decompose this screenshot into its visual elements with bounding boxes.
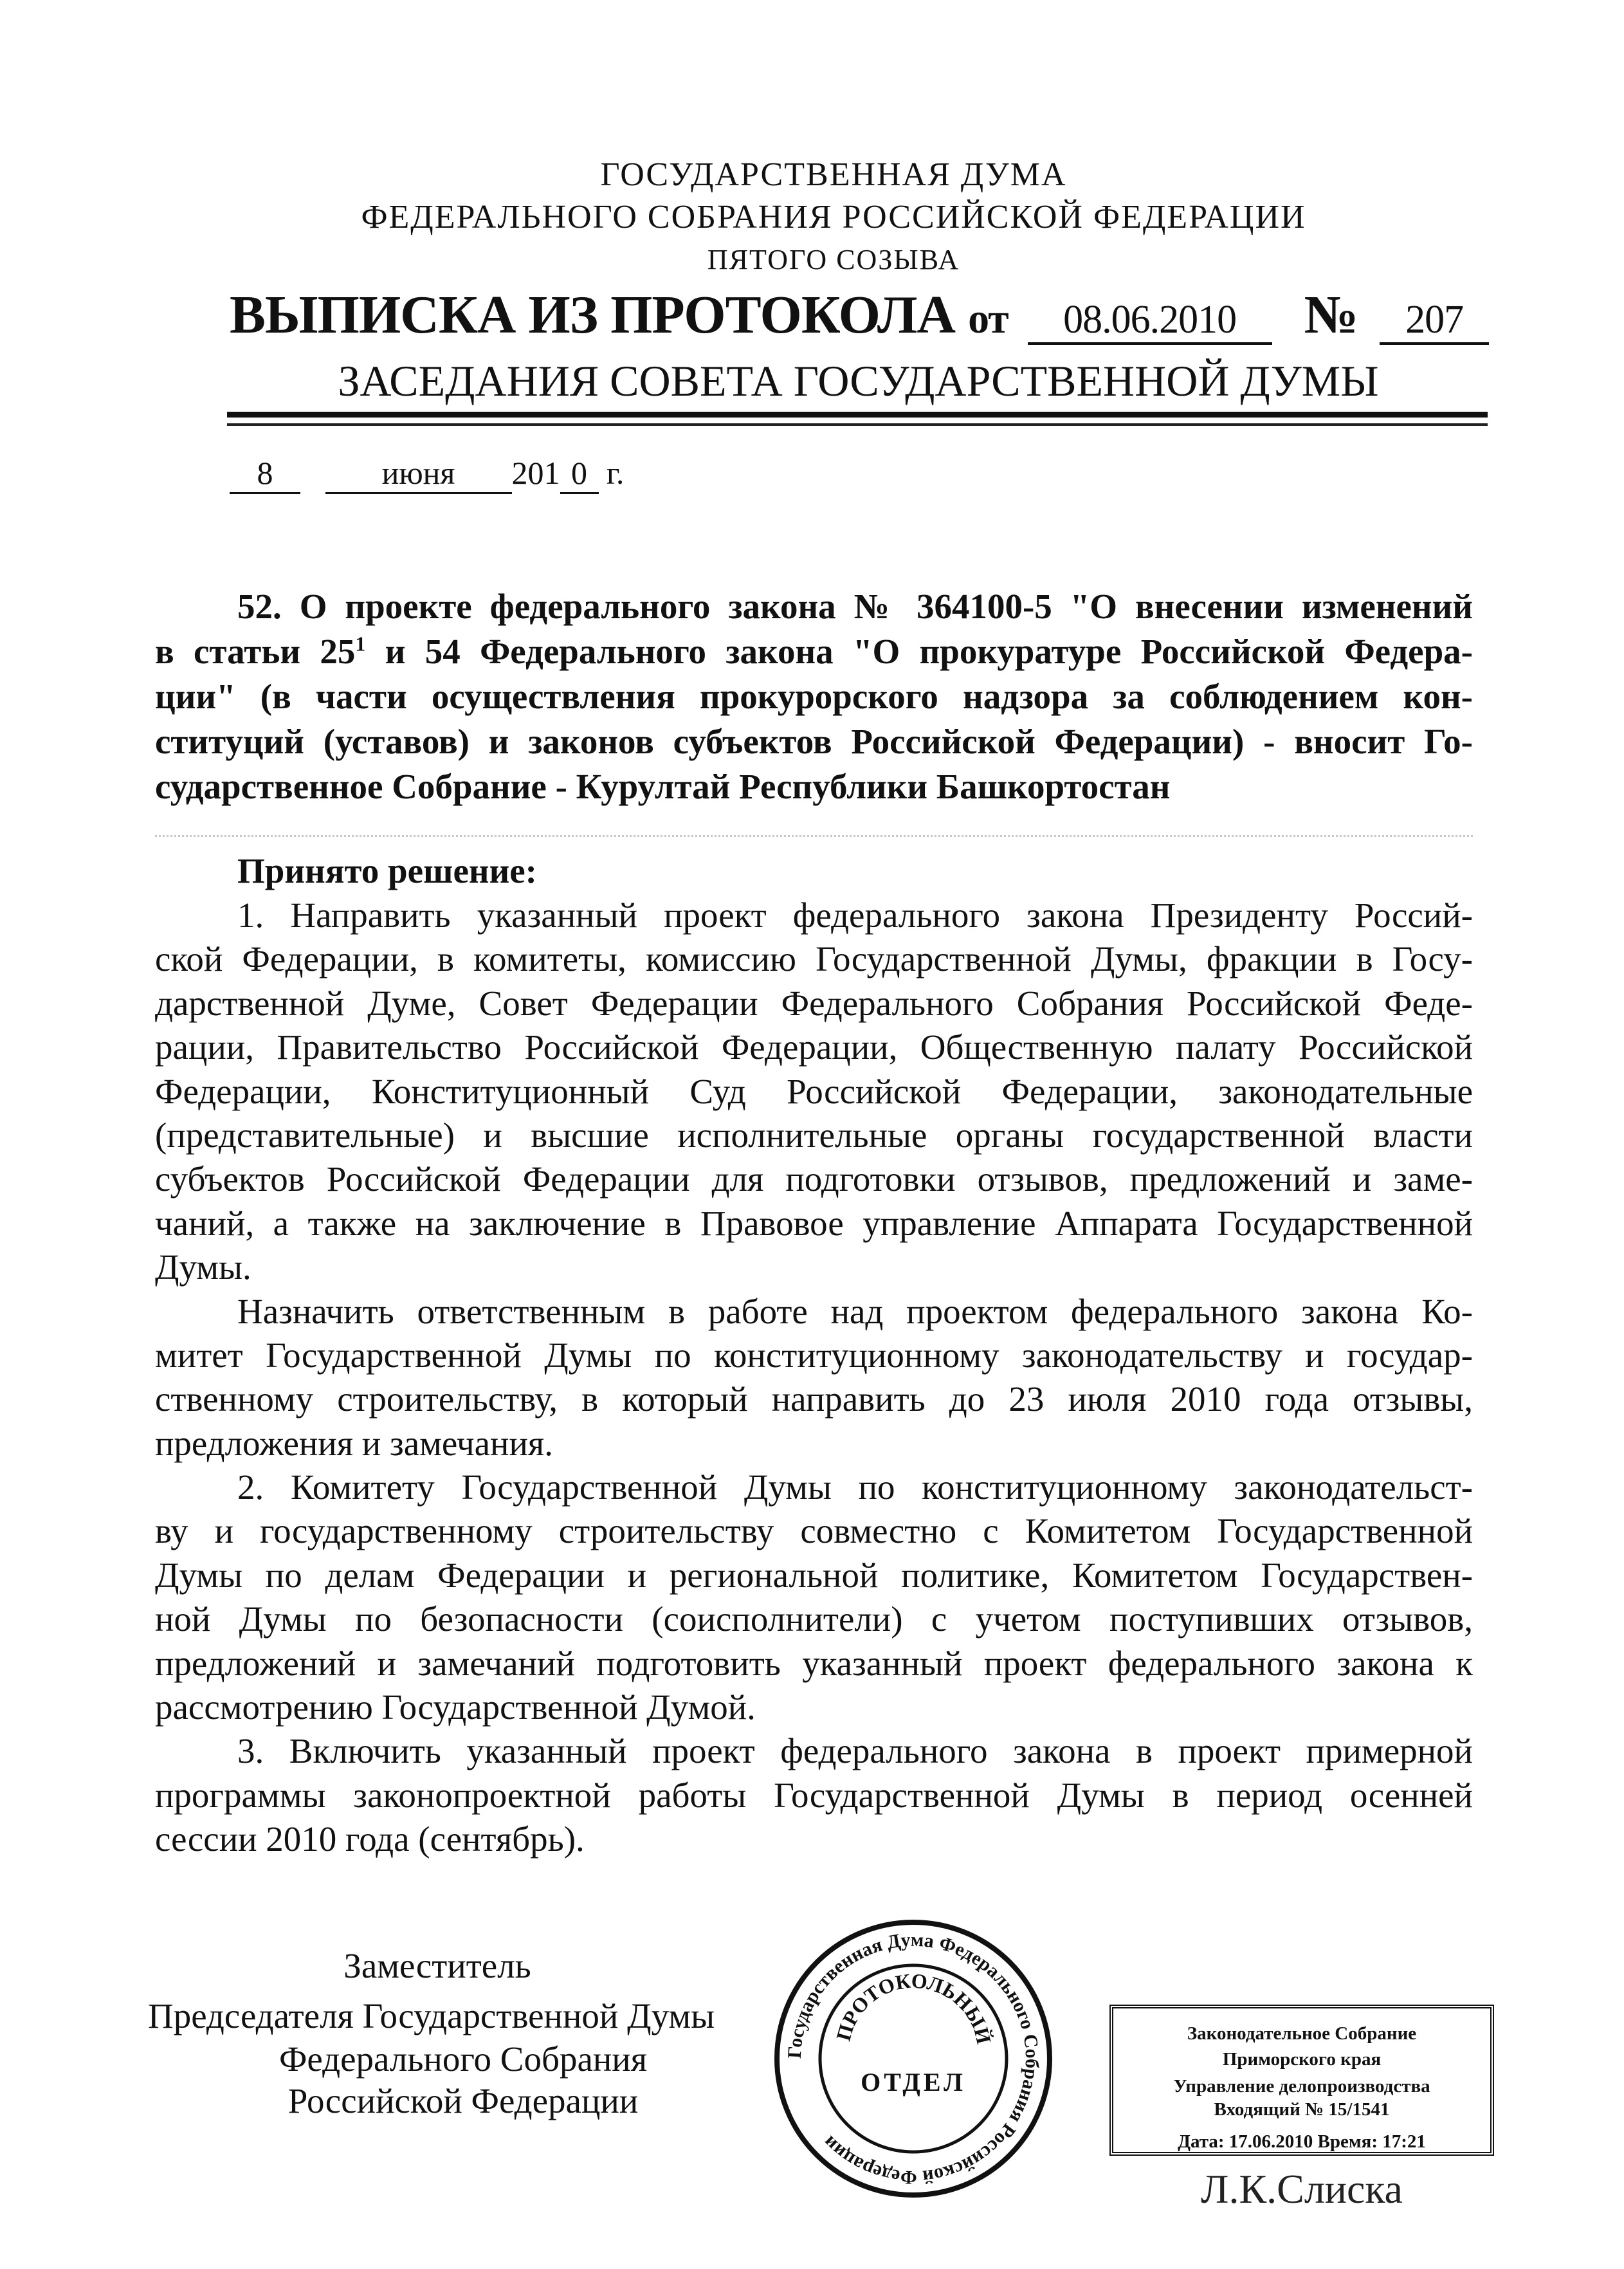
signer-title-2: Председателя Государственной Думы <box>148 1996 715 2035</box>
paragraph-line: предложений и замечаний подготовить указанный проект федерального закона к <box>155 1643 1473 1683</box>
title-from: от <box>968 295 1008 342</box>
box-line: Управление делопроизводства <box>1173 2076 1430 2097</box>
paragraph-line: Назначить ответственным в работе над проектом федерального закона Ко- <box>237 1291 1473 1331</box>
document-subtitle: ЗАСЕДАНИЯ СОВЕТА ГОСУДАРСТВЕННОЙ ДУМЫ <box>338 356 1379 405</box>
item52-text: и 54 Федерального закона "О прокуратуре Российской Федера- <box>365 632 1473 671</box>
paragraph-line: рации, Правительство Российской Федерации, Общественную палату Российской <box>155 1027 1473 1067</box>
agenda-item-52 <box>155 584 1473 809</box>
signer-title-1: Заместитель <box>343 1946 531 1985</box>
registration-stamp-box <box>1109 2005 1494 2156</box>
item52-line: 52. О проекте федерального закона № 364100-5 "О внесении изменений <box>237 587 1473 626</box>
box-line: Дата: 17.06.2010 Время: 17:21 <box>1178 2131 1426 2152</box>
paragraph-line: ной Думы по безопасности (соисполнители) с учетом поступивших отзывов, <box>155 1599 1473 1639</box>
date-g: г. <box>607 455 625 491</box>
item52-line <box>155 629 1473 674</box>
paragraph-line: чаний, а также на заключение в Правовое управление Аппарата Государственной <box>155 1203 1473 1243</box>
seal-inner-ring <box>820 1965 1007 2152</box>
date-year-prefix: 201 <box>511 455 560 491</box>
date-day: 8 <box>230 454 300 494</box>
document-title <box>230 283 1464 351</box>
paragraph-line: дарственной Думе, Совет Федерации Федерального Собрания Российской Феде- <box>155 983 1473 1023</box>
paragraph-line: (представительные) и высшие исполнительные органы государственной власти <box>155 1115 1473 1155</box>
box-line: Приморского края <box>1222 2049 1382 2070</box>
dotted-separator <box>155 835 1473 837</box>
protocol-department-seal <box>769 1914 1058 2203</box>
header-assembly: ФЕДЕРАЛЬНОГО СОБРАНИЯ РОССИЙСКОЙ ФЕДЕРАЦИИ <box>361 199 1306 235</box>
seal-center-text: ОТДЕЛ <box>861 2068 966 2097</box>
paragraph-line: ственному строительству, в который направить до 23 июля 2010 года отзывы, <box>155 1379 1473 1419</box>
box-line: Входящий № 15/1541 <box>1214 2099 1390 2120</box>
date-year-suffix: 0 <box>560 454 599 494</box>
protocol-number: 207 <box>1380 297 1489 345</box>
item52-text: в статьи 25 <box>155 632 356 671</box>
title-main: ВЫПИСКА ИЗ ПРОТОКОЛА <box>230 285 956 345</box>
paragraph-line: ву и государственному строительству совместно с Комитетом Государственной <box>155 1511 1473 1551</box>
paragraph-line: 2. Комитету Государственной Думы по конституционному законодательст- <box>237 1467 1473 1507</box>
signer-title-3: Федерального Собрания <box>278 2039 648 2079</box>
seal-outer-ring <box>777 1922 1050 2195</box>
paragraph-line: ской Федерации, в комитеты, комиссию Государственной Думы, фракции в Госу- <box>155 939 1473 979</box>
item52-line: сударственное Собрание - Курултай Республики Башкортостан <box>155 767 1171 806</box>
paragraph-line: митет Государственной Думы по конституционному законодательству и государ- <box>155 1335 1473 1375</box>
paragraph-line: 1. Направить указанный проект федерального закона Президенту Россий- <box>237 896 1473 935</box>
superscript: 1 <box>355 632 366 656</box>
paragraph-line: 3. Включить указанный проект федерального закона в проект примерной <box>237 1731 1473 1771</box>
header-duma: ГОСУДАРСТВЕННАЯ ДУМА <box>600 156 1067 193</box>
paragraph-line: сессии 2010 года (сентябрь). <box>155 1819 585 1859</box>
seal-ring-text: Государственная Дума Федерального Собрания Российской Федерации <box>783 1929 1043 2189</box>
paragraph-line: рассмотрению Государственной Думой. <box>155 1687 756 1727</box>
paragraph-line: программы законопроектной работы Государственной Думы в период осенней <box>155 1775 1473 1815</box>
protocol-date: 08.06.2010 <box>1028 297 1272 345</box>
divider-thick <box>227 412 1488 418</box>
box-line: Законодательное Собрание <box>1187 2023 1417 2044</box>
signer-name: Л.К.Слиска <box>1201 2166 1403 2212</box>
paragraph-line: Думы. <box>155 1247 251 1287</box>
signer-title-4: Российской Федерации <box>287 2081 639 2120</box>
date-month: июня <box>325 454 512 494</box>
item52-line: ции" (в части осуществления прокурорского надзора за соблюдением кон- <box>155 677 1473 716</box>
paragraph-line: предложения и замечания. <box>155 1423 553 1463</box>
paragraph-line: Думы по делам Федерации и региональной политике, Комитетом Государствен- <box>155 1555 1473 1595</box>
divider-thin <box>227 423 1488 426</box>
decision-label: Принято решение: <box>237 851 537 890</box>
paragraph-line: Федерации, Конституционный Суд Российской Федерации, законодательные <box>155 1071 1473 1111</box>
decision-text <box>155 894 1473 1862</box>
item52-line: ституций (уставов) и законов субъектов Российской Федерации) - вносит Го- <box>155 722 1473 761</box>
header-convocation: ПЯТОГО СОЗЫВА <box>707 244 960 275</box>
seal-arc-text: ПРОТОКОЛЬНЫЙ <box>831 1969 996 2046</box>
paragraph-line: субъектов Российской Федерации для подготовки отзывов, предложений и заме- <box>155 1159 1473 1199</box>
number-sign: № <box>1304 285 1358 345</box>
session-date <box>230 454 624 494</box>
